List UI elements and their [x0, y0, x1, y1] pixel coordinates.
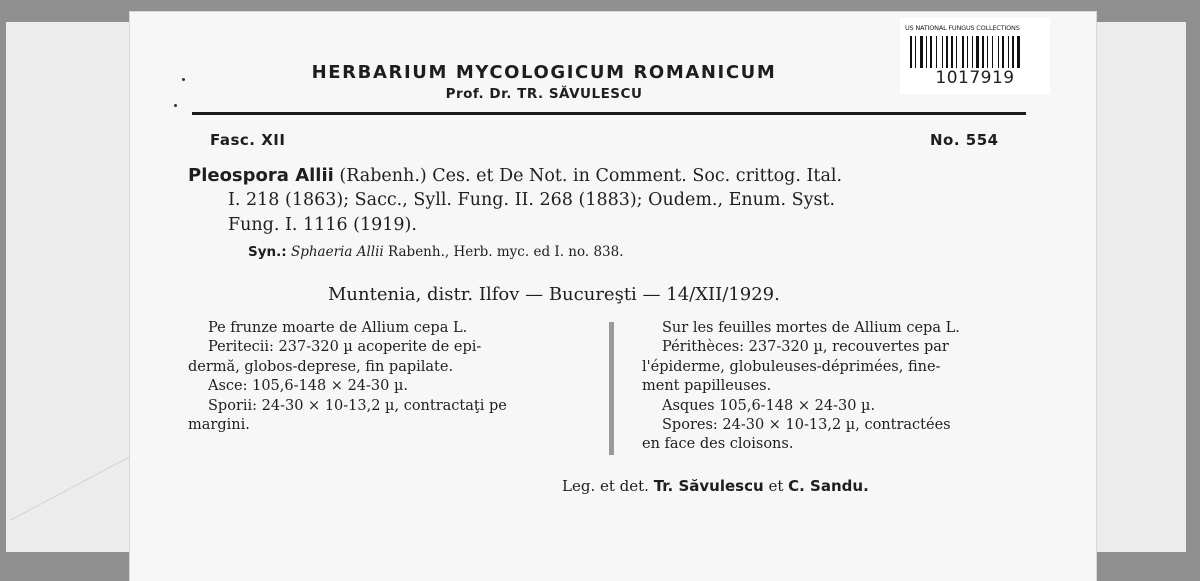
barcode-bar — [946, 36, 948, 68]
taxon-line-1 — [188, 163, 842, 189]
collector-connector: et — [763, 477, 789, 495]
barcode-bar — [998, 36, 999, 68]
barcode-bar — [942, 36, 943, 68]
description-line: Asce: 105,6-148 × 24-30 µ. — [208, 378, 409, 395]
barcode-bar — [972, 36, 973, 68]
barcode-bar — [920, 36, 923, 68]
specimen-number: No. 554 — [930, 131, 999, 149]
description-french — [642, 319, 960, 455]
taxon-line-3: Fung. I. 1116 (1919). — [228, 215, 417, 235]
barcode-bar — [992, 36, 993, 68]
description-line: margini. — [188, 417, 250, 434]
barcode-bar — [936, 36, 937, 68]
barcode-bar — [962, 36, 964, 68]
barcode-bar — [1017, 36, 1020, 68]
description-line: Périthèces: 237-320 µ, recouvertes par — [662, 339, 949, 356]
description-line: l'épiderme, globuleuses-déprimées, fine- — [642, 358, 941, 375]
synonym-label: Syn.: — [248, 244, 287, 260]
collector-prefix: Leg. et det. — [562, 477, 654, 495]
description-line: Asques 105,6-148 × 24-30 µ. — [662, 397, 876, 414]
description-line: Sur les feuilles mortes de Allium cepa L. — [662, 320, 960, 336]
header-rule — [192, 112, 1026, 115]
barcode-bar — [915, 36, 916, 68]
collector-name-1: Tr. Săvulescu — [653, 477, 764, 495]
barcode-bar — [930, 36, 932, 68]
barcode-bar — [910, 36, 912, 68]
collector-name-2: C. Sandu. — [788, 477, 869, 495]
barcode-bar — [1008, 36, 1009, 68]
description-line: Pe frunze moarte de Allium cepa L. — [208, 320, 468, 336]
barcode-caption: US NATIONAL FUNGUS COLLECTIONS — [905, 24, 1020, 32]
synonym-name: Sphaeria Allii — [290, 244, 384, 260]
barcode-bar — [1012, 36, 1014, 68]
description-line: Peritecii: 237-320 µ acoperite de epi- — [208, 339, 482, 356]
description-romanian — [188, 319, 507, 435]
barcode-bar — [967, 36, 968, 68]
barcode-bar — [982, 36, 984, 68]
fascicle-number: Fasc. XII — [210, 131, 286, 149]
speck-mark — [182, 78, 185, 81]
synonym-line — [248, 244, 624, 260]
barcode-bar — [951, 36, 953, 68]
collector-line — [562, 477, 869, 495]
description-line: ment papilleuses. — [642, 378, 772, 395]
taxon-name: Pleospora Allii — [188, 165, 334, 186]
description-line: en face des cloisons. — [642, 436, 794, 453]
barcode-number: 1017919 — [935, 68, 1015, 88]
description-line: Sporii: 24-30 × 10-13,2 µ, contractaţi pe — [208, 397, 507, 414]
barcode-bar — [1002, 36, 1004, 68]
barcode-bar — [987, 36, 988, 68]
taxon-line-2: I. 218 (1863); Sacc., Syll. Fung. II. 268 (1883); Oudem., Enum. Syst. — [228, 190, 836, 210]
description-line: Spores: 24-30 × 10-13,2 µ, contractées — [662, 417, 951, 434]
barcode-image — [910, 36, 1044, 68]
herbarium-title: HERBARIUM MYCOLOGICUM ROMANICUM — [311, 62, 777, 83]
barcode-bar — [976, 36, 979, 68]
barcode-bar — [956, 36, 957, 68]
column-divider — [609, 322, 614, 455]
description-line: dermă, globos-deprese, fin papilate. — [188, 358, 454, 375]
synonym-reference: Rabenh., Herb. myc. ed I. no. 838. — [383, 244, 624, 260]
speck-mark — [174, 104, 177, 107]
taxon-authority: (Rabenh.) Ces. et De Not. in Comment. Soc. crittog. Ital. — [333, 166, 843, 186]
barcode-bar — [926, 36, 927, 68]
herbarium-subtitle: Prof. Dr. TR. SĂVULESCU — [445, 86, 643, 102]
locality-line: Muntenia, distr. Ilfov — Bucureşti — 14/XII/1929. — [328, 284, 780, 305]
